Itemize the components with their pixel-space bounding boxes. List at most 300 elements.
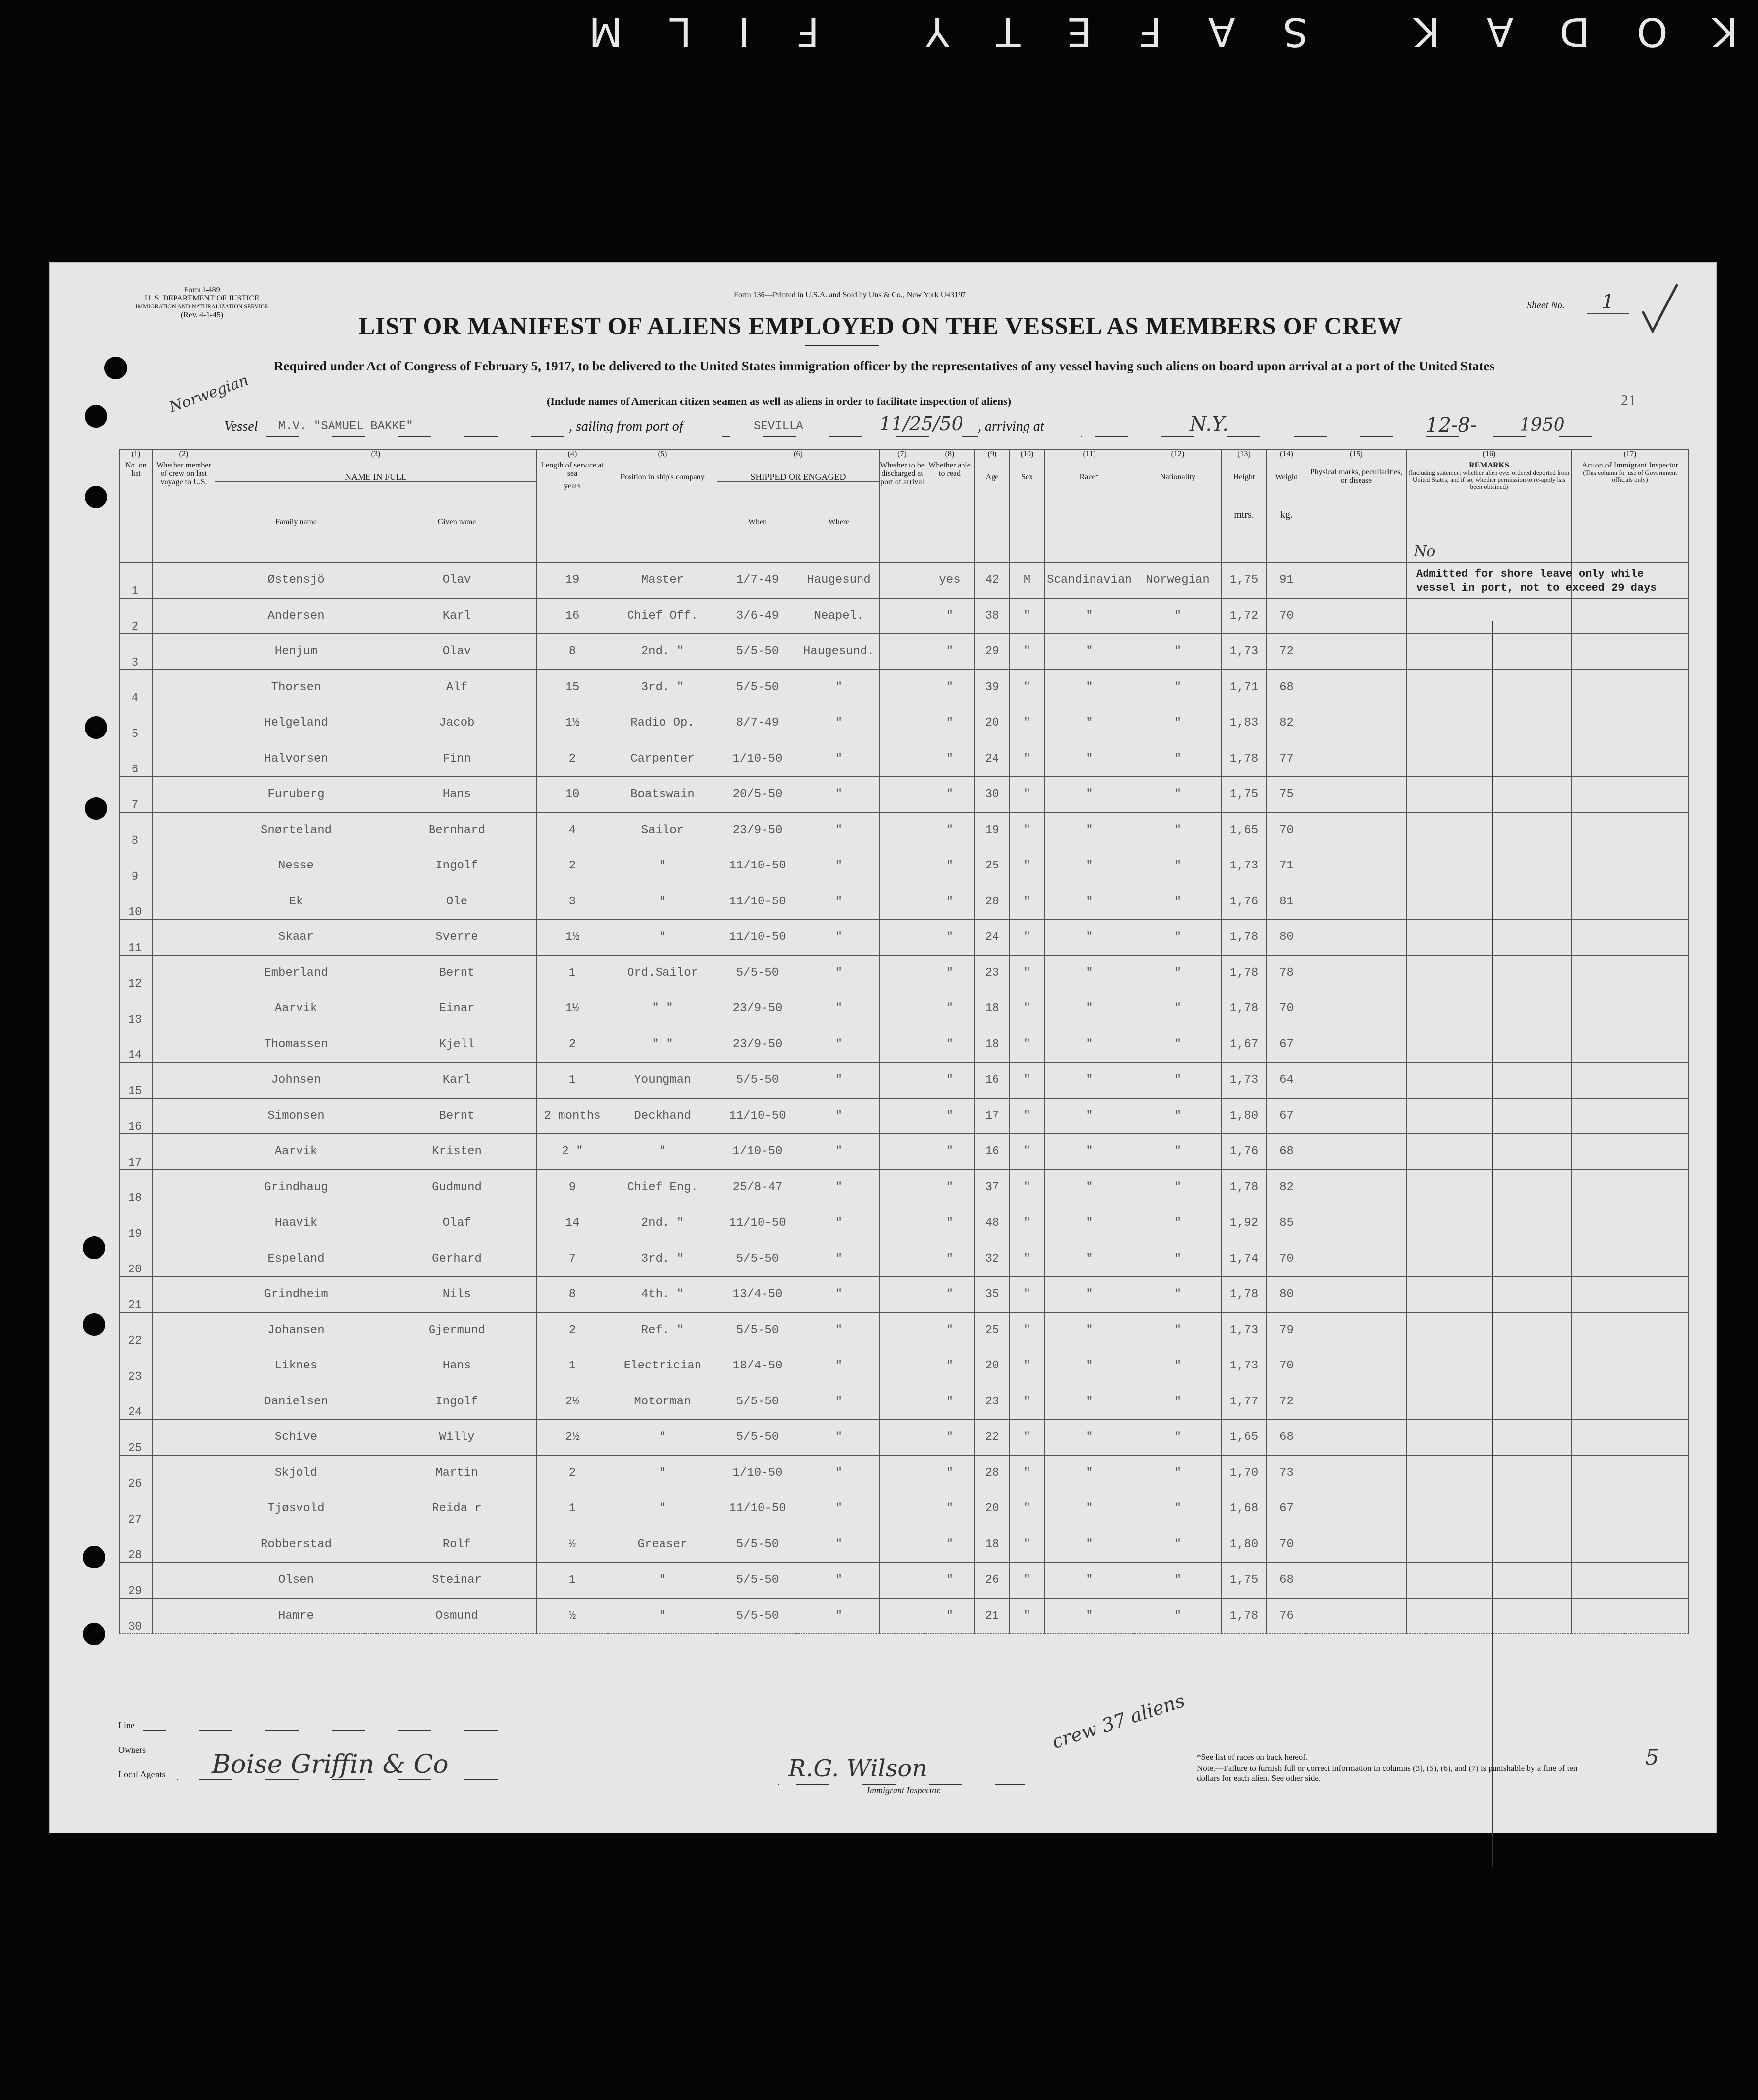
shipped-where-cell: " xyxy=(798,991,880,1027)
nationality-cell: " xyxy=(1134,1169,1222,1205)
line-rule xyxy=(143,1730,498,1731)
row-number: 21 xyxy=(120,1277,153,1313)
include-note: (Include names of American citizen seamen as well as aliens in order to facilitate inspection of aliens) xyxy=(547,395,1012,407)
physical-marks-cell xyxy=(1306,1348,1407,1384)
shipped-when-cell: 5/5-50 xyxy=(717,1563,798,1599)
nationality-cell: " xyxy=(1134,1241,1222,1277)
col4-header: (4) Length of service at sea years xyxy=(537,450,608,563)
given-name-cell: Karl xyxy=(377,1063,537,1099)
discharged-cell xyxy=(880,1527,925,1563)
physical-marks-cell xyxy=(1306,1455,1407,1491)
shipped-where-cell: " xyxy=(798,1063,880,1099)
table-row xyxy=(120,1098,1689,1134)
table-row xyxy=(120,884,1689,920)
remarks-cell xyxy=(1407,1420,1572,1456)
inspector-action-cell xyxy=(1572,1384,1689,1420)
sex-cell: " xyxy=(1010,1027,1045,1063)
service-cell: 2 months xyxy=(537,1098,608,1134)
given-name-cell: Hans xyxy=(377,777,537,813)
family-name-cell: Danielsen xyxy=(215,1384,377,1420)
position-cell: " " xyxy=(608,1027,717,1063)
shipped-where-cell: " xyxy=(798,848,880,884)
shipped-when-cell: 5/5-50 xyxy=(717,1312,798,1348)
shipped-when-cell: 1/7-49 xyxy=(717,563,798,599)
able-to-read-cell: " xyxy=(925,1491,975,1527)
shipped-where-cell: " xyxy=(798,1491,880,1527)
height-cell: 1,80 xyxy=(1222,1098,1267,1134)
remarks-cell xyxy=(1407,1384,1572,1420)
table-row xyxy=(120,1277,1689,1313)
service-cell: 19 xyxy=(537,563,608,599)
physical-marks-cell xyxy=(1306,1134,1407,1170)
col15-header: (15) Physical marks, peculiarities, or disease xyxy=(1306,450,1407,563)
agents-rule xyxy=(177,1779,498,1780)
nationality-cell: " xyxy=(1134,598,1222,634)
row-number: 30 xyxy=(120,1598,153,1634)
height-cell: 1,76 xyxy=(1222,884,1267,920)
col17-header: (17) Action of Immigrant Inspector (This column for use of Government officials only) xyxy=(1572,450,1689,563)
service-cell: 7 xyxy=(537,1241,608,1277)
given-name-cell: Sverre xyxy=(377,920,537,956)
able-to-read-cell: " xyxy=(925,598,975,634)
agents-label: Local Agents xyxy=(118,1769,166,1779)
table-row xyxy=(120,1455,1689,1491)
remarks-cell xyxy=(1407,1205,1572,1241)
weight-cell: 85 xyxy=(1267,1205,1306,1241)
weight-cell: 67 xyxy=(1267,1491,1306,1527)
row-number: 18 xyxy=(120,1169,153,1205)
race-cell: " xyxy=(1045,1598,1134,1634)
shipped-where-cell: " xyxy=(798,955,880,991)
race-cell: " xyxy=(1045,884,1134,920)
remarks-cell xyxy=(1407,669,1572,705)
inspector-action-cell xyxy=(1572,1063,1689,1099)
nationality-cell: " xyxy=(1134,1027,1222,1063)
able-to-read-cell: " xyxy=(925,1169,975,1205)
weight-cell: 80 xyxy=(1267,1277,1306,1313)
family-name-cell: Furuberg xyxy=(215,777,377,813)
race-cell: " xyxy=(1045,1455,1134,1491)
shipped-where-cell: " xyxy=(798,777,880,813)
weight-cell: 68 xyxy=(1267,1420,1306,1456)
able-to-read-cell: " xyxy=(925,1384,975,1420)
race-cell: " xyxy=(1045,1098,1134,1134)
family-name-cell: Johnsen xyxy=(215,1063,377,1099)
last-voyage-cell xyxy=(153,1348,215,1384)
table-row xyxy=(120,1241,1689,1277)
family-name-header: Family name xyxy=(215,482,377,563)
race-cell: " xyxy=(1045,777,1134,813)
inspector-action-cell xyxy=(1572,920,1689,956)
shipped-when-cell: 23/9-50 xyxy=(717,991,798,1027)
table-row xyxy=(120,1134,1689,1170)
inspector-action-cell xyxy=(1572,1563,1689,1599)
nationality-cell: " xyxy=(1134,1205,1222,1241)
position-cell: Boatswain xyxy=(608,777,717,813)
family-name-cell: Henjum xyxy=(215,634,377,670)
age-cell: 20 xyxy=(975,705,1010,741)
position-cell: " xyxy=(608,1598,717,1634)
height-cell: 1,80 xyxy=(1222,1527,1267,1563)
position-cell: 3rd. " xyxy=(608,1241,717,1277)
physical-marks-cell xyxy=(1306,705,1407,741)
row-number: 3 xyxy=(120,634,153,670)
family-name-cell: Østensjö xyxy=(215,563,377,599)
service-cell: 8 xyxy=(537,634,608,670)
last-voyage-cell xyxy=(153,1598,215,1634)
remarks-cell xyxy=(1407,1241,1572,1277)
inspector-action-cell xyxy=(1572,1455,1689,1491)
height-cell: 1,78 xyxy=(1222,1169,1267,1205)
physical-marks-cell xyxy=(1306,812,1407,848)
physical-marks-cell xyxy=(1306,1420,1407,1456)
row-number: 29 xyxy=(120,1563,153,1599)
last-voyage-cell xyxy=(153,1384,215,1420)
shipped-when-cell: 1/10-50 xyxy=(717,1455,798,1491)
able-to-read-cell: " xyxy=(925,812,975,848)
position-cell: " xyxy=(608,1455,717,1491)
physical-marks-cell xyxy=(1306,1312,1407,1348)
shipped-where-cell: " xyxy=(798,1241,880,1277)
shipped-where-cell: Haugesund. xyxy=(798,634,880,670)
inspector-action-cell xyxy=(1572,991,1689,1027)
able-to-read-cell: " xyxy=(925,1277,975,1313)
weight-cell: 70 xyxy=(1267,1241,1306,1277)
nationality-cell: " xyxy=(1134,1420,1222,1456)
weight-cell: 67 xyxy=(1267,1098,1306,1134)
race-cell: " xyxy=(1045,1563,1134,1599)
age-cell: 18 xyxy=(975,991,1010,1027)
height-cell: 1,67 xyxy=(1222,1027,1267,1063)
last-voyage-cell xyxy=(153,1491,215,1527)
remarks-cell xyxy=(1407,1455,1572,1491)
nationality-cell: " xyxy=(1134,812,1222,848)
inspector-action-cell xyxy=(1572,1098,1689,1134)
sex-cell: " xyxy=(1010,1563,1045,1599)
physical-marks-cell xyxy=(1306,1491,1407,1527)
given-name-cell: Kjell xyxy=(377,1027,537,1063)
sheet-number xyxy=(1527,291,1629,313)
punch-hole xyxy=(85,716,107,739)
height-cell: 1,71 xyxy=(1222,669,1267,705)
last-voyage-cell xyxy=(153,812,215,848)
discharged-cell xyxy=(880,1491,925,1527)
weight-cell: 67 xyxy=(1267,1027,1306,1063)
able-to-read-cell: " xyxy=(925,991,975,1027)
able-to-read-cell: " xyxy=(925,1598,975,1634)
discharged-cell xyxy=(880,1455,925,1491)
age-cell: 17 xyxy=(975,1098,1010,1134)
last-voyage-cell xyxy=(153,741,215,777)
shipped-where-cell: " xyxy=(798,1205,880,1241)
able-to-read-cell: " xyxy=(925,884,975,920)
shipped-when-cell: 13/4-50 xyxy=(717,1277,798,1313)
family-name-cell: Liknes xyxy=(215,1348,377,1384)
height-cell: 1,73 xyxy=(1222,848,1267,884)
remarks-cell xyxy=(1407,1491,1572,1527)
nationality-cell: " xyxy=(1134,920,1222,956)
crew-count-note: crew 37 aliens xyxy=(1049,1689,1188,1753)
last-voyage-cell xyxy=(153,1241,215,1277)
able-to-read-cell: yes xyxy=(925,563,975,599)
weight-cell: 73 xyxy=(1267,1455,1306,1491)
sailing-port-rule xyxy=(722,436,978,437)
race-cell: " xyxy=(1045,669,1134,705)
discharged-cell xyxy=(880,812,925,848)
physical-marks-cell xyxy=(1306,1241,1407,1277)
position-cell: 2nd. " xyxy=(608,1205,717,1241)
weight-cell: 79 xyxy=(1267,1312,1306,1348)
race-cell: " xyxy=(1045,1241,1134,1277)
sex-cell: " xyxy=(1010,920,1045,956)
position-cell: " " xyxy=(608,991,717,1027)
able-to-read-cell: " xyxy=(925,848,975,884)
weight-cell: 75 xyxy=(1267,777,1306,813)
inspector-action-cell xyxy=(1572,1169,1689,1205)
shipped-where-cell: " xyxy=(798,1134,880,1170)
row-number: 24 xyxy=(120,1384,153,1420)
remarks-cell xyxy=(1407,1527,1572,1563)
position-cell: 3rd. " xyxy=(608,669,717,705)
given-name-cell: Einar xyxy=(377,991,537,1027)
arrival-year: 1950 xyxy=(1520,415,1565,435)
weight-cell: 72 xyxy=(1267,1384,1306,1420)
service-cell: 1 xyxy=(537,1491,608,1527)
last-voyage-cell xyxy=(153,1169,215,1205)
vessel-name: M.V. "SAMUEL BAKKE" xyxy=(278,420,413,433)
position-cell: 4th. " xyxy=(608,1277,717,1313)
sex-cell: " xyxy=(1010,741,1045,777)
nationality-cell: " xyxy=(1134,848,1222,884)
discharged-cell xyxy=(880,1098,925,1134)
remarks-cell xyxy=(1407,705,1572,741)
punch-hole xyxy=(83,1623,105,1645)
row-number: 23 xyxy=(120,1348,153,1384)
able-to-read-cell: " xyxy=(925,1241,975,1277)
service-cell: ½ xyxy=(537,1598,608,1634)
table-row xyxy=(120,634,1689,670)
discharged-cell xyxy=(880,634,925,670)
given-name-cell: Bernt xyxy=(377,1098,537,1134)
service-cell: 1 xyxy=(537,955,608,991)
weight-cell: 68 xyxy=(1267,669,1306,705)
weight-cell: 70 xyxy=(1267,1348,1306,1384)
sex-cell: " xyxy=(1010,1598,1045,1634)
sex-cell: " xyxy=(1010,991,1045,1027)
age-cell: 37 xyxy=(975,1169,1010,1205)
row-number: 27 xyxy=(120,1491,153,1527)
inspector-action-cell xyxy=(1572,669,1689,705)
sailing-label: , sailing from port of xyxy=(569,419,683,434)
position-cell: 2nd. " xyxy=(608,634,717,670)
remarks-cell xyxy=(1407,920,1572,956)
last-voyage-cell xyxy=(153,634,215,670)
table-row xyxy=(120,991,1689,1027)
table-row xyxy=(120,1169,1689,1205)
shipped-when-cell: 18/4-50 xyxy=(717,1348,798,1384)
position-cell: " xyxy=(608,848,717,884)
remarks-cell xyxy=(1407,884,1572,920)
nationality-cell: " xyxy=(1134,1563,1222,1599)
race-cell: " xyxy=(1045,1027,1134,1063)
row-number: 26 xyxy=(120,1455,153,1491)
handwritten-nationality: Norwegian xyxy=(167,371,251,416)
position-cell: Chief Eng. xyxy=(608,1169,717,1205)
given-name-cell: Alf xyxy=(377,669,537,705)
discharged-cell xyxy=(880,1134,925,1170)
weight-cell: 68 xyxy=(1267,1563,1306,1599)
height-cell: 1,78 xyxy=(1222,955,1267,991)
remarks-cell xyxy=(1407,1348,1572,1384)
title-underline xyxy=(805,345,879,346)
family-name-cell: Grindhaug xyxy=(215,1169,377,1205)
inspector-action-cell xyxy=(1572,1205,1689,1241)
table-row xyxy=(120,812,1689,848)
page-mark: 21 xyxy=(1621,391,1636,409)
height-cell: 1,78 xyxy=(1222,1277,1267,1313)
row-number: 25 xyxy=(120,1420,153,1456)
age-cell: 21 xyxy=(975,1598,1010,1634)
shipped-where-cell: " xyxy=(798,1527,880,1563)
shipped-when-cell: 5/5-50 xyxy=(717,1527,798,1563)
height-cell: 1,65 xyxy=(1222,812,1267,848)
shipped-when-cell: 23/9-50 xyxy=(717,812,798,848)
discharged-cell xyxy=(880,1598,925,1634)
where-header: Where xyxy=(798,482,880,563)
discharged-cell xyxy=(880,1205,925,1241)
col14-header: (14) Weight kg. xyxy=(1267,450,1306,563)
age-cell: 42 xyxy=(975,563,1010,599)
shipped-where-cell: " xyxy=(798,1312,880,1348)
col7-header: (7) Whether to be discharged at port of arrival xyxy=(880,450,925,563)
table-row xyxy=(120,741,1689,777)
col6-header: (6) SHIPPED OR ENGAGED xyxy=(717,450,880,482)
weight-cell: 70 xyxy=(1267,598,1306,634)
height-cell: 1,76 xyxy=(1222,1134,1267,1170)
penalty-note: Note.—Failure to furnish full or correct information in columns (3), (5), (6), and (7) is punishable by a fine of ten dollars for each alien. See other side. xyxy=(1197,1764,1578,1783)
shipped-where-cell: Neapel. xyxy=(798,598,880,634)
shipped-where-cell: " xyxy=(798,920,880,956)
service-cell: 10 xyxy=(537,777,608,813)
height-cell: 1,73 xyxy=(1222,634,1267,670)
row-number: 1 xyxy=(120,563,153,599)
position-cell: Electrician xyxy=(608,1348,717,1384)
weight-cell: 81 xyxy=(1267,884,1306,920)
age-cell: 30 xyxy=(975,777,1010,813)
remarks-cell xyxy=(1407,1098,1572,1134)
crew-rows xyxy=(120,563,1689,1634)
shore-leave-stamp: Admitted for shore leave only while vessel in port, not to exceed 29 days xyxy=(1416,568,1657,594)
height-cell: 1,92 xyxy=(1222,1205,1267,1241)
service-cell: 1 xyxy=(537,1348,608,1384)
inspector-action-cell xyxy=(1572,1598,1689,1634)
able-to-read-cell: " xyxy=(925,777,975,813)
check-mark xyxy=(1640,282,1680,336)
col9-header: (9) Age xyxy=(975,450,1010,563)
family-name-cell: Ek xyxy=(215,884,377,920)
able-to-read-cell: " xyxy=(925,1527,975,1563)
service-cell: 9 xyxy=(537,1169,608,1205)
discharged-cell xyxy=(880,884,925,920)
inspector-action-cell xyxy=(1572,705,1689,741)
punch-hole xyxy=(104,357,127,379)
form-dept: U. S. DEPARTMENT OF JUSTICE xyxy=(145,294,259,302)
shipped-when-cell: 5/5-50 xyxy=(717,669,798,705)
able-to-read-cell: " xyxy=(925,1348,975,1384)
last-voyage-cell xyxy=(153,1027,215,1063)
given-name-header: Given name xyxy=(377,482,537,563)
given-name-cell: Rolf xyxy=(377,1527,537,1563)
service-cell: 3 xyxy=(537,884,608,920)
col1-header: (1) No. on list xyxy=(120,450,153,563)
physical-marks-cell xyxy=(1306,669,1407,705)
weight-cell: 77 xyxy=(1267,741,1306,777)
inspector-action-cell xyxy=(1572,777,1689,813)
row-number: 6 xyxy=(120,741,153,777)
sex-cell: " xyxy=(1010,884,1045,920)
shipped-when-cell: 8/7-49 xyxy=(717,705,798,741)
punch-hole xyxy=(85,405,107,428)
shipped-when-cell: 11/10-50 xyxy=(717,848,798,884)
able-to-read-cell: " xyxy=(925,1455,975,1491)
last-voyage-cell xyxy=(153,1098,215,1134)
race-cell: " xyxy=(1045,1491,1134,1527)
inspector-action-cell xyxy=(1572,848,1689,884)
able-to-read-cell: " xyxy=(925,1134,975,1170)
shipped-when-cell: 5/5-50 xyxy=(717,1598,798,1634)
family-name-cell: Nesse xyxy=(215,848,377,884)
position-cell: " xyxy=(608,920,717,956)
physical-marks-cell xyxy=(1306,1027,1407,1063)
family-name-cell: Tjøsvold xyxy=(215,1491,377,1527)
inspector-action-cell xyxy=(1572,955,1689,991)
table-row xyxy=(120,669,1689,705)
position-cell: Sailor xyxy=(608,812,717,848)
shipped-when-cell: 25/8-47 xyxy=(717,1169,798,1205)
service-cell: 1 xyxy=(537,1563,608,1599)
sex-cell: " xyxy=(1010,1205,1045,1241)
sex-cell: M xyxy=(1010,563,1045,599)
vessel-label: Vessel xyxy=(224,419,258,434)
nationality-cell: " xyxy=(1134,1384,1222,1420)
family-name-cell: Robberstad xyxy=(215,1527,377,1563)
table-row xyxy=(120,777,1689,813)
weight-cell: 78 xyxy=(1267,955,1306,991)
age-cell: 39 xyxy=(975,669,1010,705)
last-voyage-cell xyxy=(153,848,215,884)
inspector-action-cell xyxy=(1572,812,1689,848)
nationality-cell: " xyxy=(1134,669,1222,705)
last-voyage-cell xyxy=(153,1063,215,1099)
weight-cell: 82 xyxy=(1267,1169,1306,1205)
film-edge xyxy=(0,0,1758,64)
table-row xyxy=(120,705,1689,741)
physical-marks-cell xyxy=(1306,884,1407,920)
col10-header: (10) Sex xyxy=(1010,450,1045,563)
given-name-cell: Finn xyxy=(377,741,537,777)
family-name-cell: Thorsen xyxy=(215,669,377,705)
table-row xyxy=(120,1312,1689,1348)
inspector-action-cell xyxy=(1572,741,1689,777)
vessel-line xyxy=(224,413,1598,438)
physical-marks-cell xyxy=(1306,598,1407,634)
age-cell: 28 xyxy=(975,1455,1010,1491)
table-row xyxy=(120,598,1689,634)
remarks-cell xyxy=(1407,955,1572,991)
discharged-cell xyxy=(880,1241,925,1277)
discharged-cell xyxy=(880,1063,925,1099)
age-cell: 22 xyxy=(975,1420,1010,1456)
